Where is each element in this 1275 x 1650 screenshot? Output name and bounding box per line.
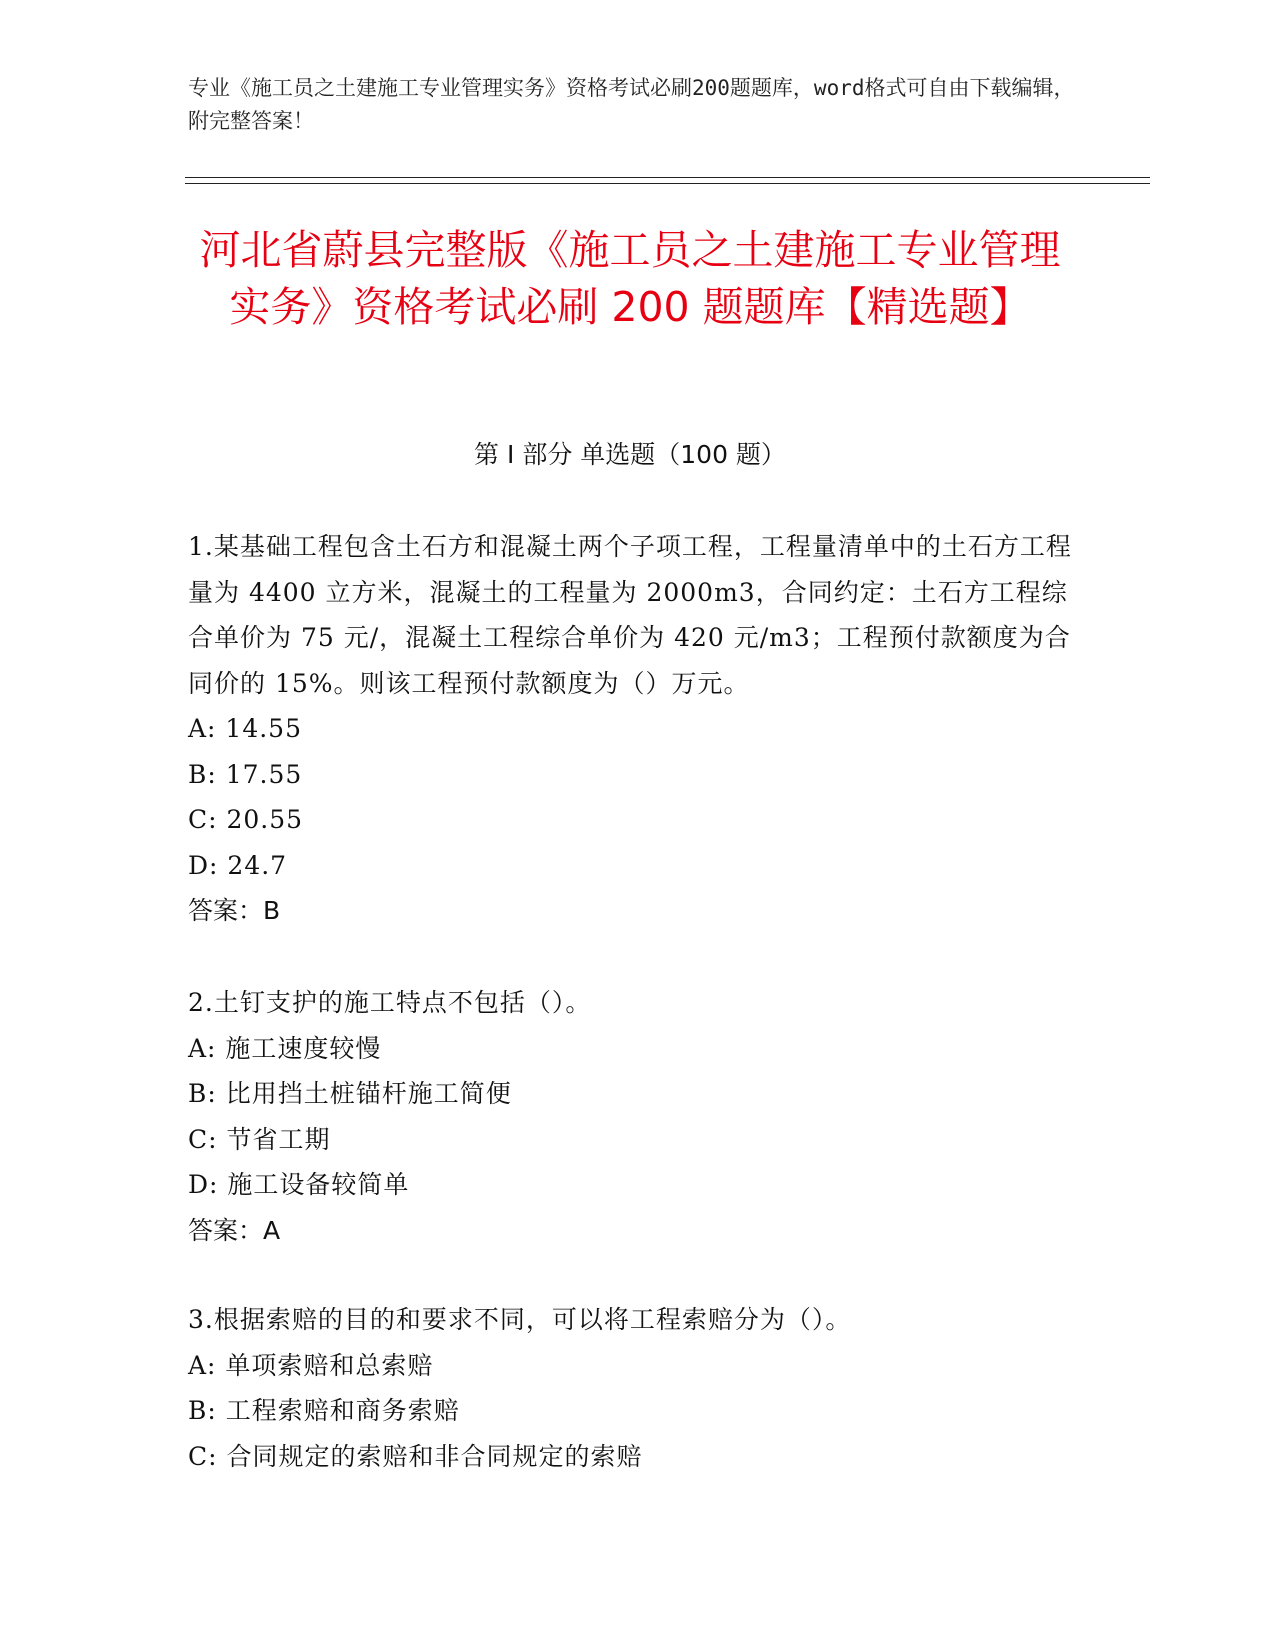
- header-note: 专业《施工员之土建施工专业管理实务》资格考试必刷200题题库，word格式可自由下载编辑，附完整答案！: [188, 76, 1075, 133]
- question-stem: 1.某基础工程包含土石方和混凝土两个子项工程，工程量清单中的土石方工程量为 4400 立方米，混凝土的工程量为 2000m3，合同约定：土石方工程综合单价为 75 元/，混凝土工程综合单价为 420 元/m3；工程预付款额度为合同价的 15%。则该工程预付款额度为（）万元。: [188, 532, 1072, 698]
- option-c: C: 节省工期: [188, 1124, 331, 1154]
- question-3: [188, 1297, 1088, 1479]
- answer: 答案：A: [188, 1215, 281, 1245]
- option-c: C: 合同规定的索赔和非合同规定的索赔: [188, 1441, 643, 1471]
- option-d: D: 24.7: [188, 850, 288, 880]
- section-heading: 第 I 部分 单选题（100 题）: [474, 440, 786, 469]
- question-stem: 3.根据索赔的目的和要求不同，可以将工程索赔分为（）。: [188, 1305, 852, 1334]
- option-a: A: 14.55: [188, 714, 302, 743]
- question-stem: 2.土钉支护的施工特点不包括（）。: [188, 988, 592, 1017]
- document-title: 河北省蔚县完整版《施工员之土建施工专业管理实务》资格考试必刷 200 题题库【精选题】: [199, 226, 1061, 331]
- question-2: [188, 980, 1088, 1253]
- header-rule-bottom: [185, 183, 1150, 184]
- option-c: C: 20.55: [188, 805, 304, 834]
- option-b: B: 17.55: [188, 759, 303, 789]
- option-a: A: 施工速度较慢: [188, 1033, 382, 1063]
- answer: 答案：B: [188, 896, 281, 925]
- option-b: B: 工程索赔和商务索赔: [188, 1396, 460, 1425]
- question-1: [188, 524, 1088, 934]
- option-d: D: 施工设备较简单: [188, 1170, 410, 1199]
- option-b: B: 比用挡土桩锚杆施工简便: [188, 1079, 512, 1108]
- option-a: A: 单项索赔和总索赔: [188, 1350, 434, 1380]
- header-rule-top: [185, 177, 1150, 178]
